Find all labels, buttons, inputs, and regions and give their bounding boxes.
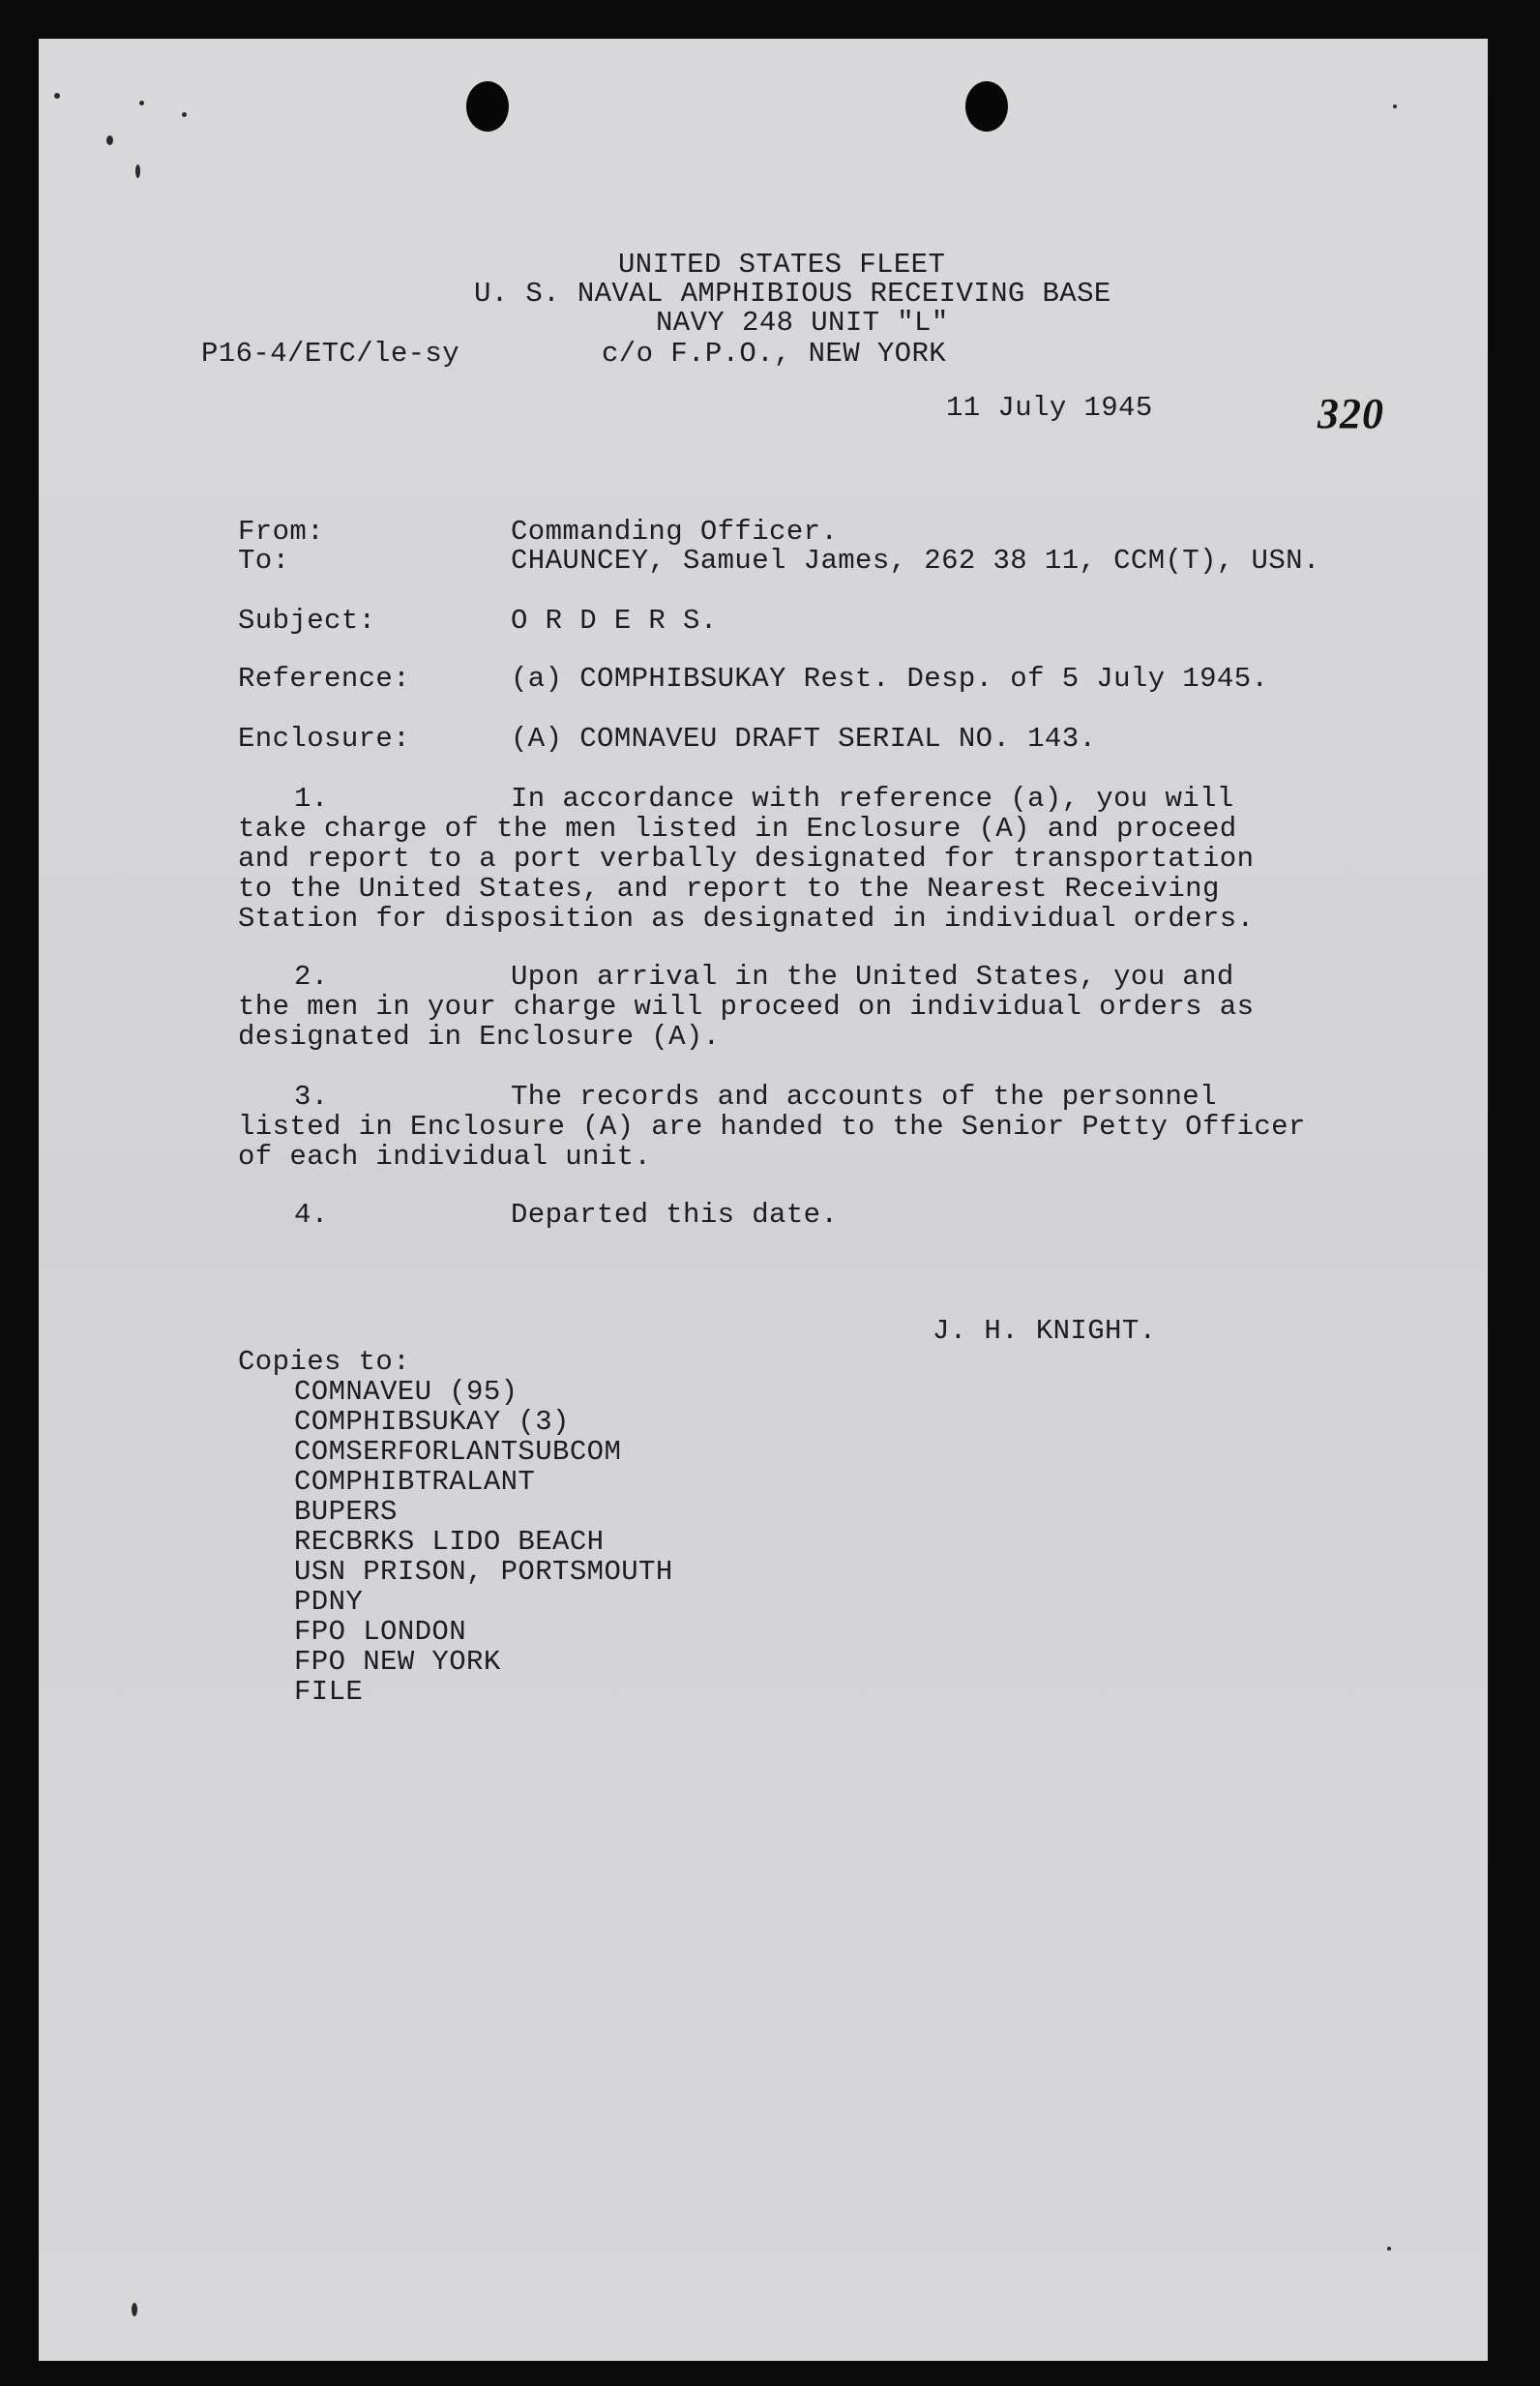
reference-label: Reference: [238,663,411,695]
paragraph-first-line: Departed this date. [511,1199,839,1231]
to-label: To: [238,545,290,577]
document-page [39,39,1488,2361]
scan-mark [135,164,140,178]
paragraph-first-line: The records and accounts of the personnel [511,1081,1217,1113]
file-code: P16-4/ETC/le-sy [201,338,460,370]
copies-item: COMPHIBSUKAY (3) [294,1406,570,1438]
copies-item: FILE [294,1676,364,1708]
subject-value: O R D E R S. [511,605,718,637]
punch-hole-left [466,81,509,132]
copies-item: COMPHIBTRALANT [294,1466,536,1498]
paragraph-number: 4. [294,1199,329,1231]
copies-item: FPO NEW YORK [294,1646,501,1678]
enclosure-value: (A) COMNAVEU DRAFT SERIAL NO. 143. [511,723,1097,755]
copies-item: USN PRISON, PORTSMOUTH [294,1556,673,1588]
paragraph-body: the men in your charge will proceed on individual orders as designated in Enclosure (A). [238,991,1255,1053]
copies-item: COMSERFORLANTSUBCOM [294,1436,622,1468]
page-number: 320 [1318,390,1384,437]
copies-item: COMNAVEU (95) [294,1376,518,1408]
letterhead-line: NAVY 248 UNIT "L" [656,307,949,339]
copies-list [294,1377,673,1707]
subject-label: Subject: [238,605,376,637]
letterhead-line: U. S. NAVAL AMPHIBIOUS RECEIVING BASE [474,278,1111,310]
paragraph-number: 1. [294,783,329,815]
signature: J. H. KNIGHT. [933,1315,1157,1347]
punch-hole-right [965,81,1008,132]
to-value: CHAUNCEY, Samuel James, 262 38 11, CCM(T), USN. [511,545,1320,577]
copies-item: FPO LONDON [294,1616,467,1648]
letterhead-line: UNITED STATES FLEET [618,249,946,281]
document-date: 11 July 1945 [946,392,1153,424]
copies-item: RECBRKS LIDO BEACH [294,1526,605,1558]
scan-mark [1387,2247,1391,2251]
scan-mark [132,2303,137,2316]
scan-mark [139,101,144,105]
letterhead-line: c/o F.P.O., NEW YORK [602,338,947,370]
enclosure-label: Enclosure: [238,723,411,755]
from-label: From: [238,516,325,548]
reference-value: (a) COMPHIBSUKAY Rest. Desp. of 5 July 1945. [511,663,1269,695]
scan-mark [54,93,60,99]
paragraph-first-line: Upon arrival in the United States, you and [511,961,1234,993]
paragraph-body: take charge of the men listed in Enclosure (A) and proceed and report to a port verbally designated for transportation to the United States, and report to the Nearest Receiving Station for disposition as designated in individual orders. [238,813,1255,935]
scan-mark [182,112,187,117]
paragraph-number: 2. [294,961,329,993]
from-value: Commanding Officer. [511,516,839,548]
copies-item: BUPERS [294,1496,398,1528]
scan-mark [1393,104,1397,108]
paragraph-first-line: In accordance with reference (a), you will [511,783,1234,815]
scan-mark [106,135,113,145]
paragraph-body: listed in Enclosure (A) are handed to the Senior Petty Officer of each individual unit. [238,1111,1306,1173]
copies-label: Copies to: [238,1346,411,1378]
copies-item: PDNY [294,1586,364,1618]
paragraph-number: 3. [294,1081,329,1113]
